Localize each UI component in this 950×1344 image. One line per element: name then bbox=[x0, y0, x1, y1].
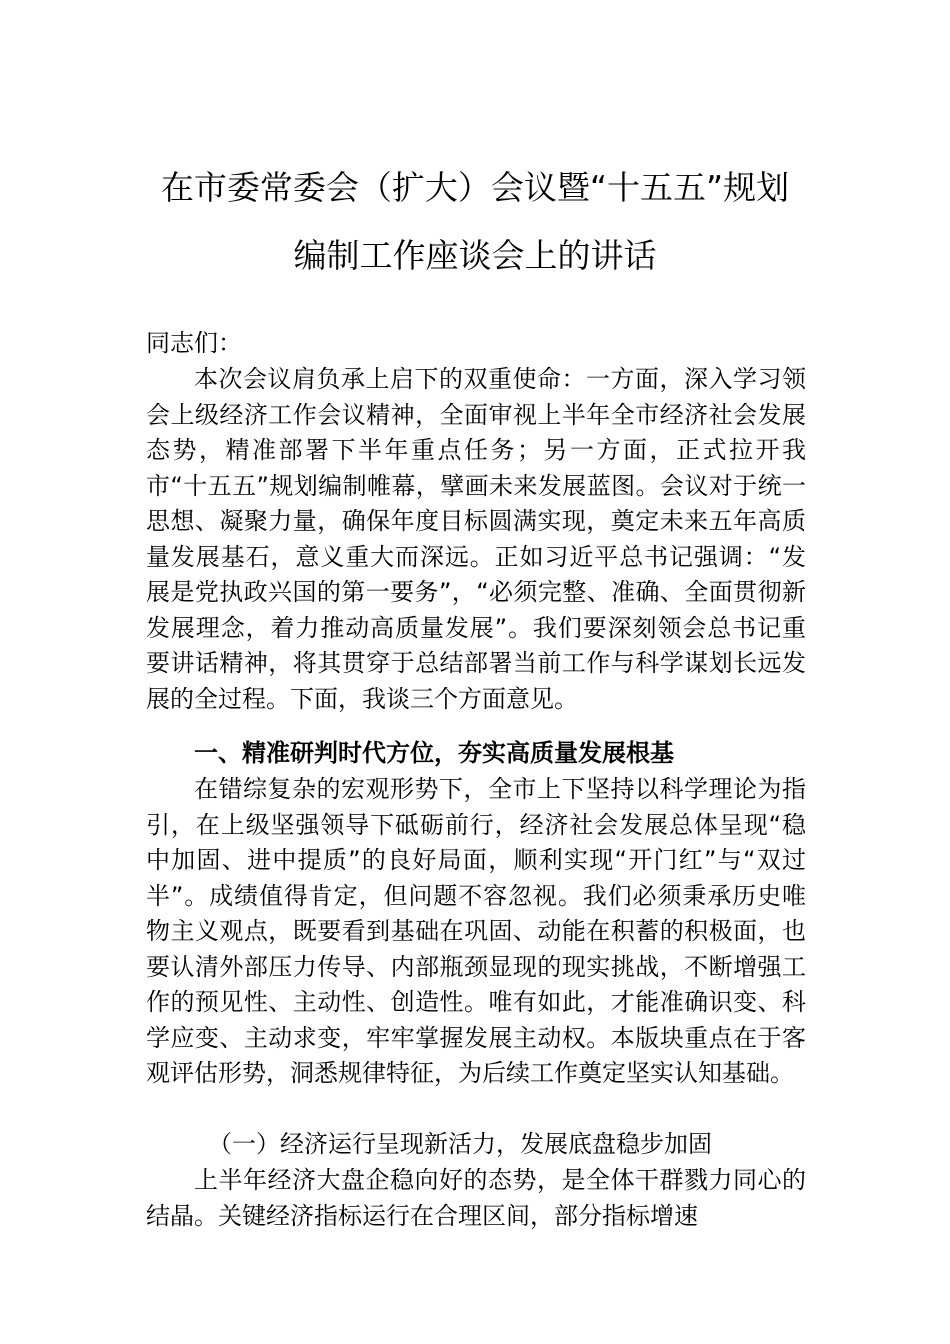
document-title-line-2: 编制工作座谈会上的讲话 bbox=[293, 236, 657, 275]
section-heading-1: 一、精准研判时代方位，夯实高质量发展根基 bbox=[194, 739, 674, 767]
subsection-heading-1: （一）经济运行呈现新活力，发展底盘稳步加固 bbox=[208, 1130, 712, 1158]
document-title-line-1: 在市委常委会（扩大）会议暨“十五五”规划 bbox=[160, 168, 790, 207]
paragraph-1: 本次会议肩负承上启下的双重使命：一方面，深入学习领会上级经济工作会议精神，全面审视上半年全市经济社会发展态势，精准部署下半年重点任务；另一方面，正式拉开我市“十五五”规划编制帷幕，擘画未来发展蓝图。会议对于统一思想、凝聚力量，确保年度目标圆满实现，奠定未来五年高质量发展基石，意义重大而深远。正如习近平总书记强调：“发展是党执政兴国的第一要务”，“必须完整、准确、全面贯彻新发展理念，着力推动高质量发展”。我们要深刻领会总书记重要讲话精神，将其贯穿于总结部署当前工作与科学谋划长远发展的全过程。下面，我谈三个方面意见。 bbox=[146, 365, 806, 713]
salutation: 同志们： bbox=[146, 329, 242, 357]
paragraph-3: 上半年经济大盘企稳向好的态势，是全体干群戮力同心的结晶。关键经济指标运行在合理区间，部分指标增速 bbox=[146, 1166, 806, 1230]
paragraph-2: 在错综复杂的宏观形势下，全市上下坚持以科学理论为指引，在上级坚强领导下砥砺前行，经济社会发展总体呈现“稳中加固、进中提质”的良好局面，顺利实现“开门红”与“双过半”。成绩值得肯定，但问题不容忽视。我们必须秉承历史唯物主义观点，既要看到基础在巩固、动能在积蓄的积极面，也要认清外部压力传导、内部瓶颈显现的现实挑战，不断增强工作的预见性、主动性、创造性。唯有如此，才能准确识变、科学应变、主动求变，牢牢掌握发展主动权。本版块重点在于客观评估形势，洞悉规律特征，为后续工作奠定坚实认知基础。 bbox=[146, 775, 806, 1087]
